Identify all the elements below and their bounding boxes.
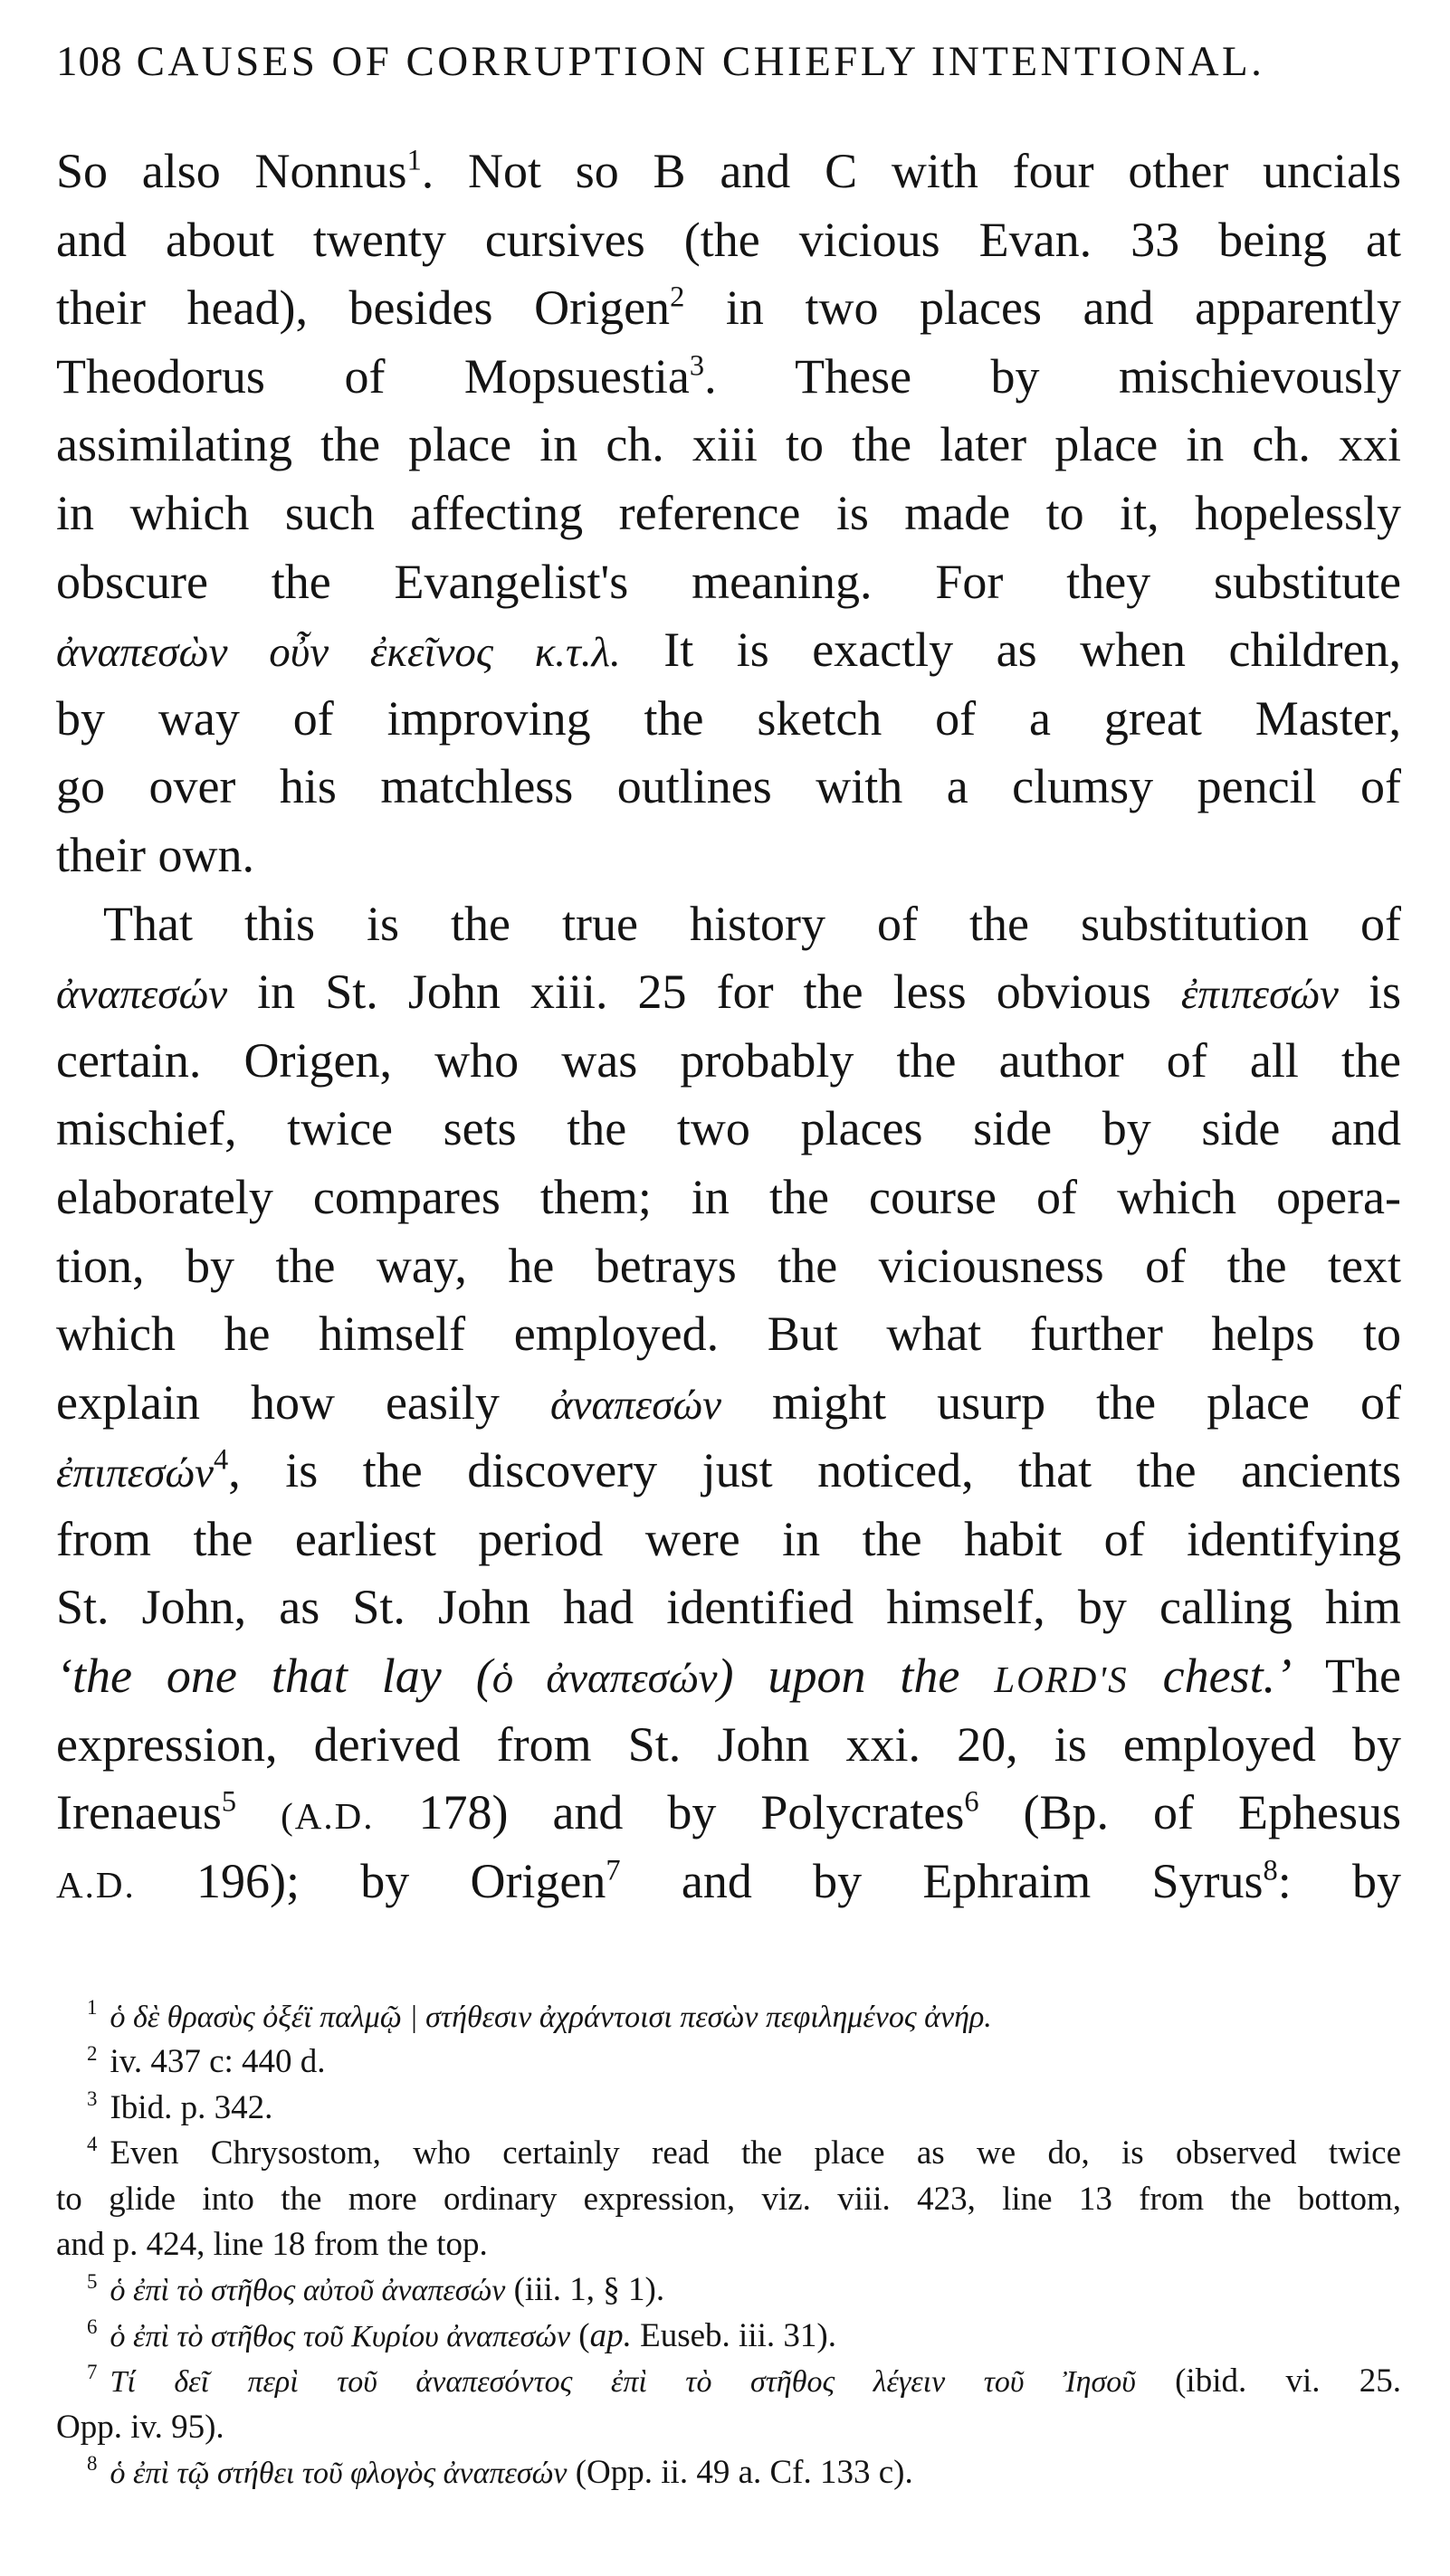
- footnotes: [56, 1994, 1401, 2495]
- footnote-4-continued: and p. 424, line 18 from the top.: [56, 2225, 488, 2263]
- body-line: expression, derived from St. John xxi. 20, is employed by: [56, 1716, 1401, 1772]
- footnote-7-continued: Opp. iv. 95).: [56, 2408, 224, 2446]
- body-line: their own.: [56, 827, 254, 882]
- footnote-2: $^2$ iv. 437 c: 440 d.: [87, 2041, 326, 2081]
- footnote-1: $^1$ ὁ δὲ θρασὺς ὀξέϊ παλμῷ | στήθεσιν ἀχράντοισι πεσὼν πεφιλημένος ἀνήρ.: [87, 1996, 992, 2034]
- body-line: certain. Origen, who was probably the author of all the: [56, 1032, 1401, 1088]
- body-line: ἀναπεσών in St. John xiii. 25 for the less obvious ἐπιπεσών is: [56, 965, 1401, 1020]
- body-line: by way of improving the sketch of a great Master,: [56, 690, 1401, 746]
- body-line: Theodorus of Mopsuestia$^3$. These by mischievously: [56, 348, 1402, 404]
- body-line: Irenaeus$^5$ (A.D. 178) and by Polycrates$^6$ (Bp. of Ephesus: [56, 1785, 1401, 1840]
- body-line: and about twenty cursives (the vicious Evan. 33 being at: [56, 212, 1401, 267]
- greek-text: ἀναπεσών: [56, 971, 228, 1019]
- greek-text: ἀναπεσών: [549, 1381, 722, 1429]
- greek-text: ἐπιπεσών: [1180, 971, 1339, 1019]
- paragraph-start-line: That this is the true history of the substitution of: [103, 896, 1401, 951]
- footnote-7: $^7$ Τί δεῖ περὶ τοῦ ἀναπεσόντος ἐπὶ τὸ στῆθος λέγειν τοῦ Ἰησοῦ (ibid. vi. 25.: [87, 2361, 1401, 2400]
- body-line: tion, by the way, he betrays the viciousness of the text: [56, 1238, 1401, 1293]
- body-line: ἀναπεσὼν οὖν ἐκεῖνος κ.τ.λ. It is exactly as when children,: [56, 623, 1401, 678]
- body-line: their head), besides Origen$^2$ in two places and apparently: [56, 280, 1401, 336]
- footnote-8: $^8$ ὁ ἐπὶ τῷ στήθει τοῦ φλογὸς ἀναπεσών (Opp. ii. 49 a. Cf. 133 c).: [87, 2452, 913, 2491]
- footnote-4-continued: to glide into the more ordinary expression, viz. viii. 423, line 13 from the bottom,: [56, 2180, 1401, 2218]
- body-line: elaborately compares them; in the course of which opera-: [56, 1169, 1401, 1224]
- body-line: assimilating the place in ch. xiii to the later place in ch. xxi: [56, 417, 1401, 472]
- body-line: obscure the Evangelist's meaning. For they substitute: [56, 554, 1401, 609]
- body-line: mischief, twice sets the two places side by side and: [56, 1101, 1401, 1156]
- footnote-4: $^4$ Even Chrysostom, who certainly read the place as we do, is observed twice: [87, 2133, 1401, 2172]
- body-line: in which such affecting reference is made to it, hopelessly: [56, 485, 1401, 540]
- running-head-title: CAUSES OF CORRUPTION CHIEFLY INTENTIONAL.: [136, 38, 1265, 85]
- footnote-6: $^6$ ὁ ἐπὶ τὸ στῆθος τοῦ Κυρίου ἀναπεσών (ap. Euseb. iii. 31).: [87, 2315, 836, 2354]
- body-line: from the earliest period were in the habit of identifying: [56, 1511, 1401, 1566]
- greek-text: ὁ ἀναπεσών: [491, 1655, 718, 1703]
- body-line: A.D. 196); by Origen$^7$ and by Ephraim Syrus$^8$: by: [56, 1853, 1401, 1908]
- body-line: So also Nonnus$^1$. Not so B and C with four other uncials: [56, 144, 1401, 198]
- page-number: 108: [56, 38, 123, 85]
- footnote-5: $^5$ ὁ ἐπὶ τὸ στῆθος αὐτοῦ ἀναπεσών (iii. 1, § 1).: [87, 2269, 665, 2309]
- footnote-3: $^3$ Ibid. p. 342.: [87, 2087, 273, 2126]
- body-line: which he himself employed. But what further helps to: [56, 1307, 1401, 1362]
- body-line: St. John, as St. John had identified himself, by calling him: [56, 1580, 1401, 1635]
- greek-text: ἀναπεσὼν οὖν ἐκεῖνος κ.τ.λ.: [56, 629, 621, 677]
- body-line: go over his matchless outlines with a clumsy pencil of: [56, 759, 1401, 814]
- running-head: [56, 25, 1405, 98]
- greek-text: ἐπιπεσών: [56, 1450, 215, 1497]
- body-text: [56, 138, 1401, 1915]
- body-line: ἐπιπεσών$^4$, is the discovery just noticed, that the ancients: [56, 1443, 1401, 1498]
- body-line: explain how easily ἀναπεσών might usurp the place of: [56, 1374, 1401, 1430]
- body-line: ‘the one that lay (ὁ ἀναπεσών) upon the LORD'S chest.’ The: [56, 1649, 1401, 1704]
